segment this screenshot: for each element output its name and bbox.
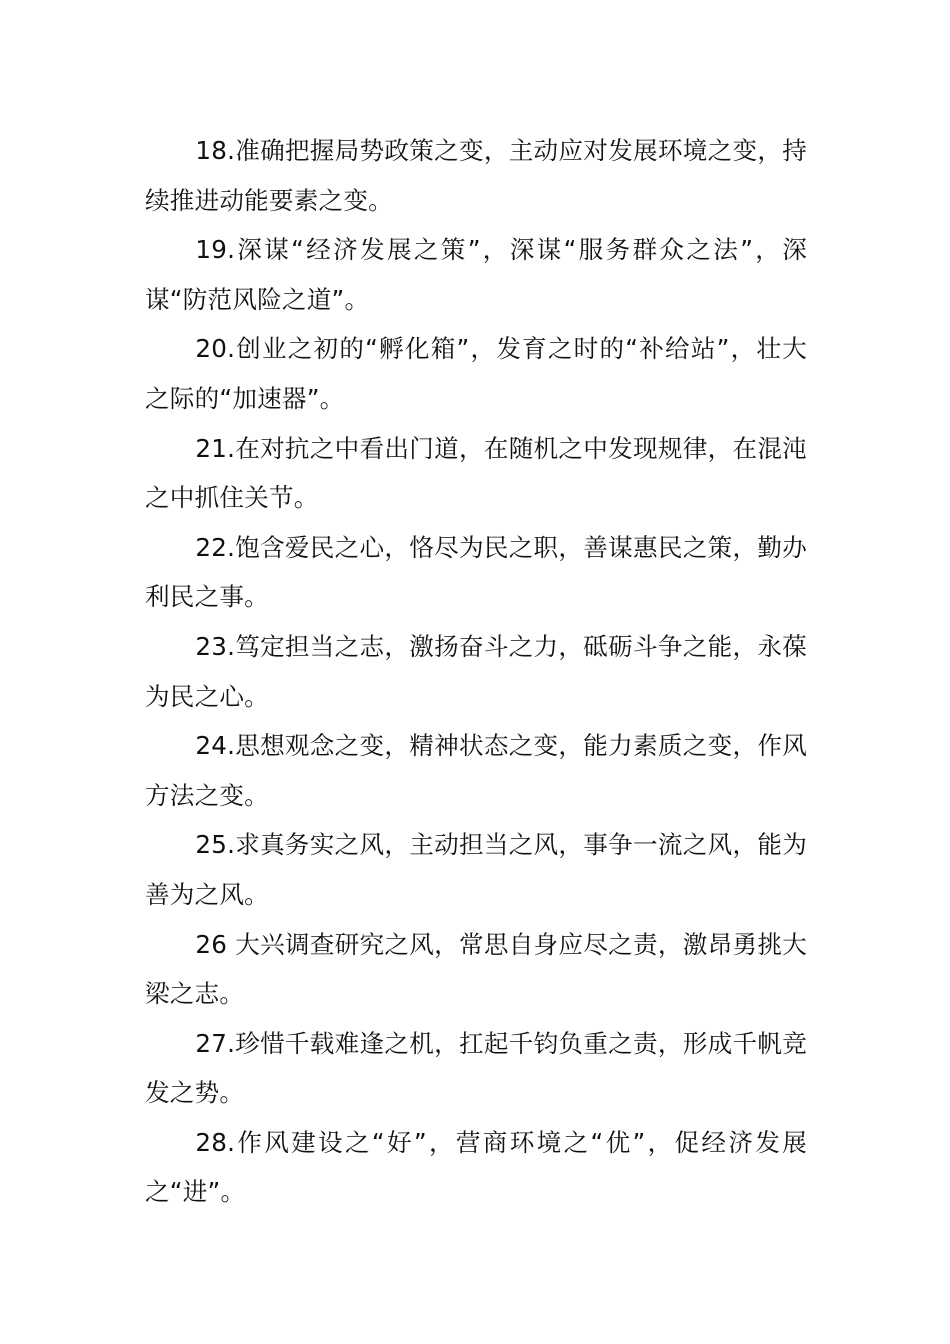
paragraph-23: 23.笃定担当之志，激扬奋斗之力，砥砺斗争之能，永葆为民之心。	[145, 631, 807, 711]
paragraph-27: 27.珍惜千载难逢之机，扛起千钧负重之责，形成千帆竞发之势。	[145, 1028, 807, 1108]
paragraph-25: 25.求真务实之风，主动担当之风，事争一流之风，能为善为之风。	[145, 830, 807, 909]
paragraph-21: 21.在对抗之中看出门道，在随机之中发现规律，在混沌之中抓住关节。	[145, 433, 807, 513]
paragraph-18: 18.准确把握局势政策之变，主动应对发展环境之变，持续推进动能要素之变。	[145, 136, 807, 215]
paragraph-22: 22.饱含爱民之心，恪尽为民之职，善谋惠民之策，勤办利民之事。	[145, 532, 807, 612]
paragraph-24: 24.思想观念之变，精神状态之变，能力素质之变，作风方法之变。	[145, 731, 807, 810]
paragraph-19: 19.深谋“经济发展之策”，深谋“服务群众之法”，深谋“防范风险之道”。	[145, 235, 807, 314]
paragraph-20: 20.创业之初的“孵化箱”，发育之时的“补给站”，壮大之际的“加速器”。	[145, 334, 807, 413]
paragraph-26: 26 大兴调查研究之风，常思自身应尽之责，激昂勇挑大梁之志。	[145, 929, 807, 1009]
document-body	[145, 126, 807, 1217]
paragraph-28: 28.作风建设之“好”，营商环境之“优”，促经济发展之“进”。	[145, 1127, 807, 1207]
